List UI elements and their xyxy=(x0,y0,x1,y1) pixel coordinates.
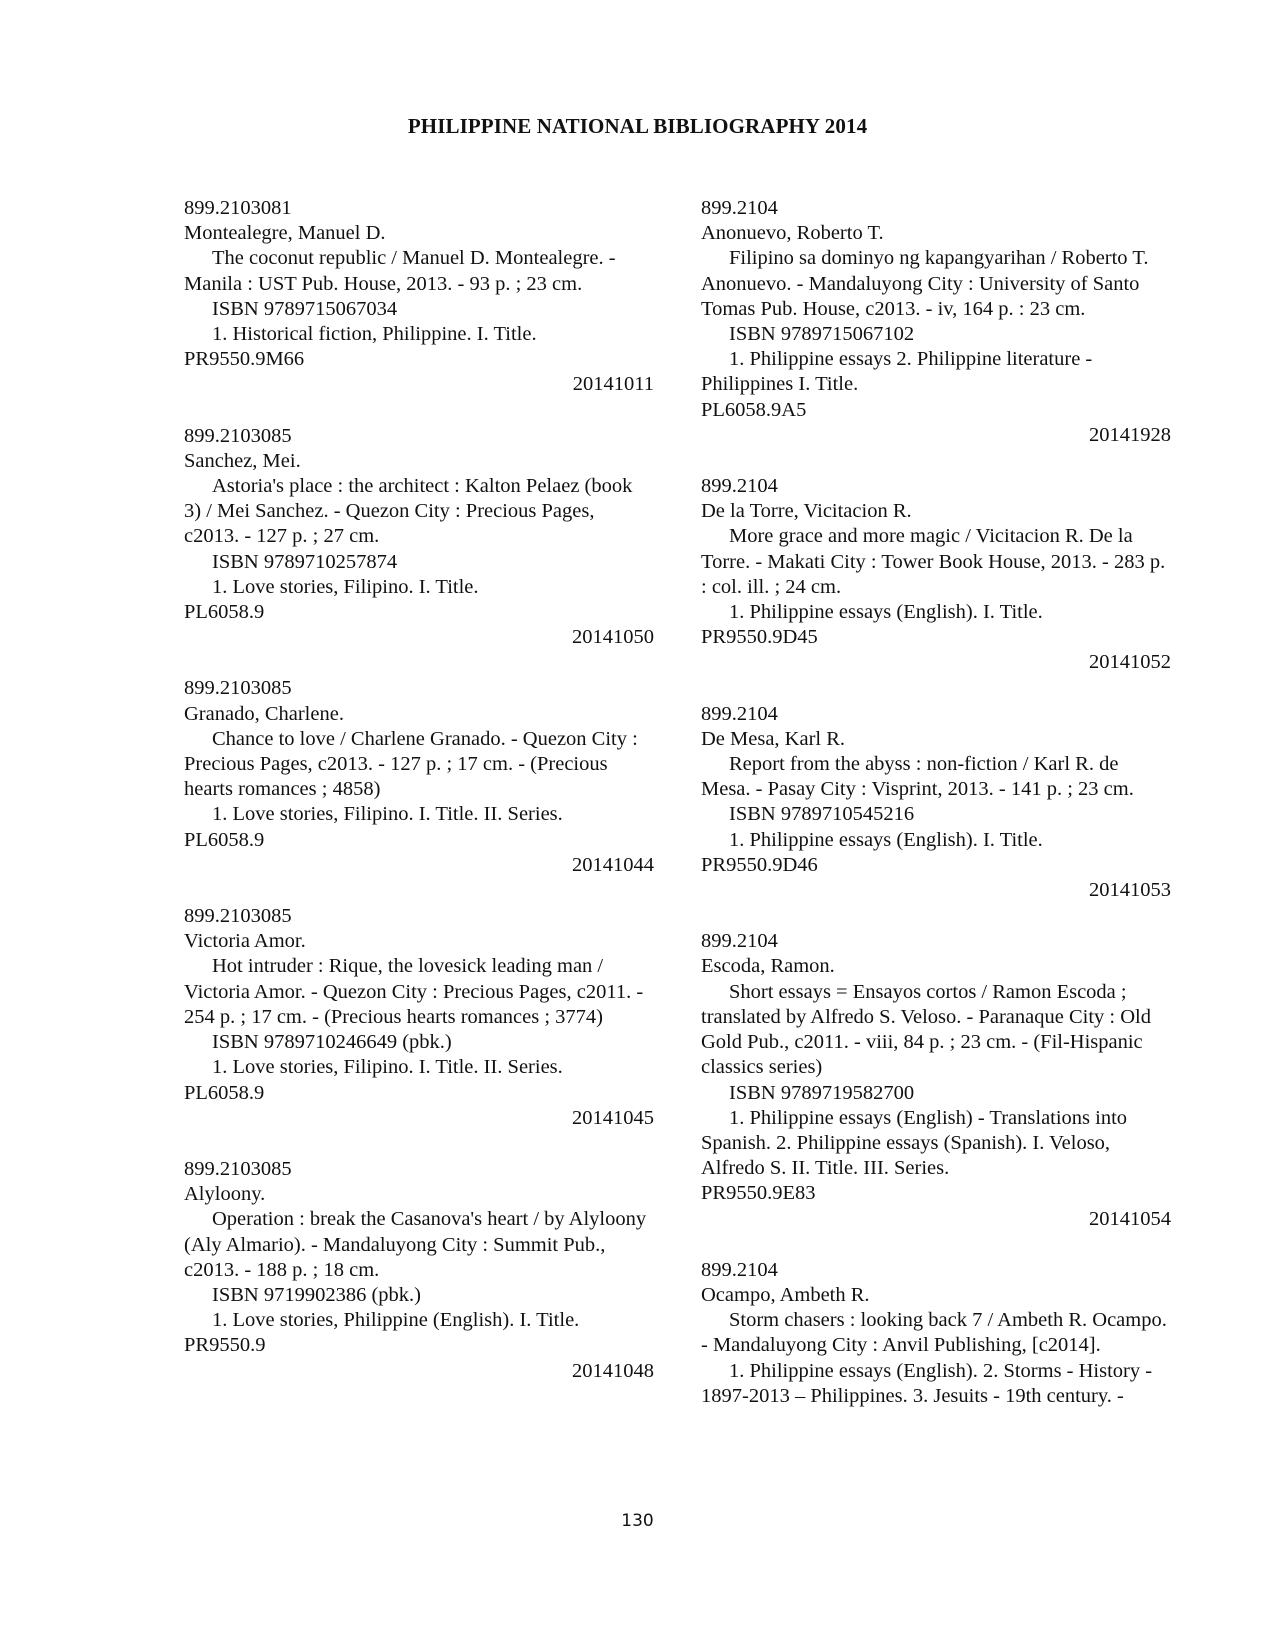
class-number: 899.2103085 xyxy=(184,905,292,928)
call-number: PL6058.9 xyxy=(184,1081,265,1104)
isbn: ISBN 9789719582700 xyxy=(729,1081,915,1104)
control-number: 20141052 xyxy=(1089,651,1171,674)
bibliographic-entry xyxy=(184,196,654,398)
subject-headings: 1. Philippine essays (English). I. Title. xyxy=(729,601,1043,624)
class-number: 899.2103081 xyxy=(184,197,292,219)
call-number: PR9550.9D46 xyxy=(701,853,818,876)
call-number: PR9550.9 xyxy=(184,1334,266,1357)
control-number: 20141048 xyxy=(572,1359,654,1382)
class-number: 899.2104 xyxy=(701,1258,778,1281)
author: Victoria Amor. xyxy=(184,930,306,953)
page-title: PHILIPPINE NATIONAL BIBLIOGRAPHY 2014 xyxy=(407,114,868,138)
isbn: ISBN 9789715067034 xyxy=(212,297,398,320)
subject-headings: 1. Philippine essays 2. Philippine literature - Philippines I. Title. xyxy=(701,348,1093,396)
subject-headings: 1. Philippine essays (English). I. Title. xyxy=(729,828,1043,851)
control-number: 20141044 xyxy=(572,853,654,876)
title-description: Report from the abyss : non-fiction / Karl R. de Mesa. - Pasay City : Visprint, 2013. - 141 p. ; 23 cm. xyxy=(701,753,1134,801)
bibliographic-entry xyxy=(701,196,1171,448)
class-number: 899.2103085 xyxy=(184,1157,292,1180)
subject-headings: 1. Love stories, Philippine (English). I. Title. xyxy=(212,1309,580,1332)
isbn: ISBN 9789710257874 xyxy=(212,550,398,573)
right-column xyxy=(701,196,1171,1435)
title-description: Operation : break the Casanova's heart / by Alyloony (Aly Almario). - Mandaluyong City : Summit Pub., c2013. - 188 p. ; 18 cm. xyxy=(184,1208,647,1281)
isbn: ISBN 9789715067102 xyxy=(729,323,915,346)
title-description: Filipino sa dominyo ng kapangyarihan / Roberto T. Anonuevo. - Mandaluyong City : University of Santo Tomas Pub. House, c2013. - iv, 164 p. : 23 cm. xyxy=(701,247,1149,320)
title-description: Storm chasers : looking back 7 / Ambeth R. Ocampo. - Mandaluyong City : Anvil Publishing, [c2014]. xyxy=(701,1309,1167,1357)
control-number: 20141011 xyxy=(572,373,654,396)
title-description: The coconut republic / Manuel D. Montealegre. - Manila : UST Pub. House, 2013. - 93 p. ; 23 cm. xyxy=(184,247,616,295)
control-number: 20141928 xyxy=(1089,423,1171,446)
author: Montealegre, Manuel D. xyxy=(184,222,386,245)
class-number: 899.2104 xyxy=(701,197,778,219)
author: De Mesa, Karl R. xyxy=(701,727,846,750)
author: De la Torre, Vicitacion R. xyxy=(701,500,912,523)
class-number: 899.2104 xyxy=(701,475,778,498)
bibliographic-entry xyxy=(701,702,1171,904)
isbn: ISBN 9789710246649 (pbk.) xyxy=(212,1031,452,1054)
isbn: ISBN 9789710545216 xyxy=(729,803,915,826)
author: Escoda, Ramon. xyxy=(701,955,835,978)
left-column xyxy=(184,196,654,1410)
bibliographic-entry xyxy=(184,1157,654,1384)
bibliographic-entry xyxy=(184,424,654,651)
subject-headings: 1. Love stories, Filipino. I. Title. II. Series. xyxy=(212,803,563,826)
call-number: PR9550.9D45 xyxy=(701,626,818,649)
title-description: Short essays = Ensayos cortos / Ramon Escoda ; translated by Alfredo S. Veloso. - Paranaque City : Old Gold Pub., c2011. - viii, 84 p. ; 23 cm. - (Fil-Hispanic classics series) xyxy=(701,980,1151,1079)
bibliographic-entry xyxy=(184,676,654,878)
call-number: PR9550.9E83 xyxy=(701,1182,816,1205)
class-number: 899.2103085 xyxy=(184,424,292,447)
bibliographic-entry xyxy=(701,1258,1171,1409)
class-number: 899.2103085 xyxy=(184,677,292,700)
class-number: 899.2104 xyxy=(701,930,778,953)
title-description: Chance to love / Charlene Granado. - Quezon City : Precious Pages, c2013. - 127 p. ; 17 cm. - (Precious hearts romances ; 4858) xyxy=(184,727,638,801)
subject-headings: 1. Philippine essays (English) - Translations into Spanish. 2. Philippine essays (Spanish). I. Veloso, Alfredo S. II. Title. III. Series. xyxy=(701,1106,1128,1180)
bibliographic-entry xyxy=(701,929,1171,1231)
author: Sanchez, Mei. xyxy=(184,449,301,472)
call-number: PL6058.9 xyxy=(184,601,265,624)
author: Alyloony. xyxy=(184,1183,266,1206)
subject-headings: 1. Love stories, Filipino. I. Title. xyxy=(212,575,479,598)
author: Anonuevo, Roberto T. xyxy=(701,222,884,245)
bibliographic-entry xyxy=(184,904,654,1131)
subject-headings: 1. Philippine essays (English). 2. Storms - History - 1897-2013 – Philippines. 3. Jesuits - 19th century. - xyxy=(701,1359,1153,1407)
title-description: Hot intruder : Rique, the lovesick leading man / Victoria Amor. - Quezon City : Precious Pages, c2011. - 254 p. ; 17 cm. - (Precious hearts romances ; 3774) xyxy=(184,955,644,1028)
title-description: More grace and more magic / Vicitacion R. De la Torre. - Makati City : Tower Book House, 2013. - 283 p. : col. ill. ; 24 cm. xyxy=(701,525,1166,598)
subject-headings: 1. Historical fiction, Philippine. I. Title. xyxy=(212,323,537,346)
page-number: 130 xyxy=(621,1511,654,1531)
call-number: PL6058.9A5 xyxy=(701,398,807,421)
bibliographic-entry xyxy=(701,474,1171,676)
control-number: 20141045 xyxy=(572,1106,654,1129)
call-number: PL6058.9 xyxy=(184,828,265,851)
subject-headings: 1. Love stories, Filipino. I. Title. II. Series. xyxy=(212,1056,563,1079)
call-number: PR9550.9M66 xyxy=(184,348,305,371)
control-number: 20141054 xyxy=(1089,1207,1171,1230)
control-number: 20141053 xyxy=(1089,879,1171,902)
title-description: Astoria's place : the architect : Kalton Pelaez (book 3) / Mei Sanchez. - Quezon City : Precious Pages, c2013. - 127 p. ; 27 cm. xyxy=(184,475,633,548)
class-number: 899.2104 xyxy=(701,702,778,725)
isbn: ISBN 9719902386 (pbk.) xyxy=(212,1283,421,1306)
author: Ocampo, Ambeth R. xyxy=(701,1283,870,1306)
author: Granado, Charlene. xyxy=(184,702,344,725)
control-number: 20141050 xyxy=(572,626,654,649)
